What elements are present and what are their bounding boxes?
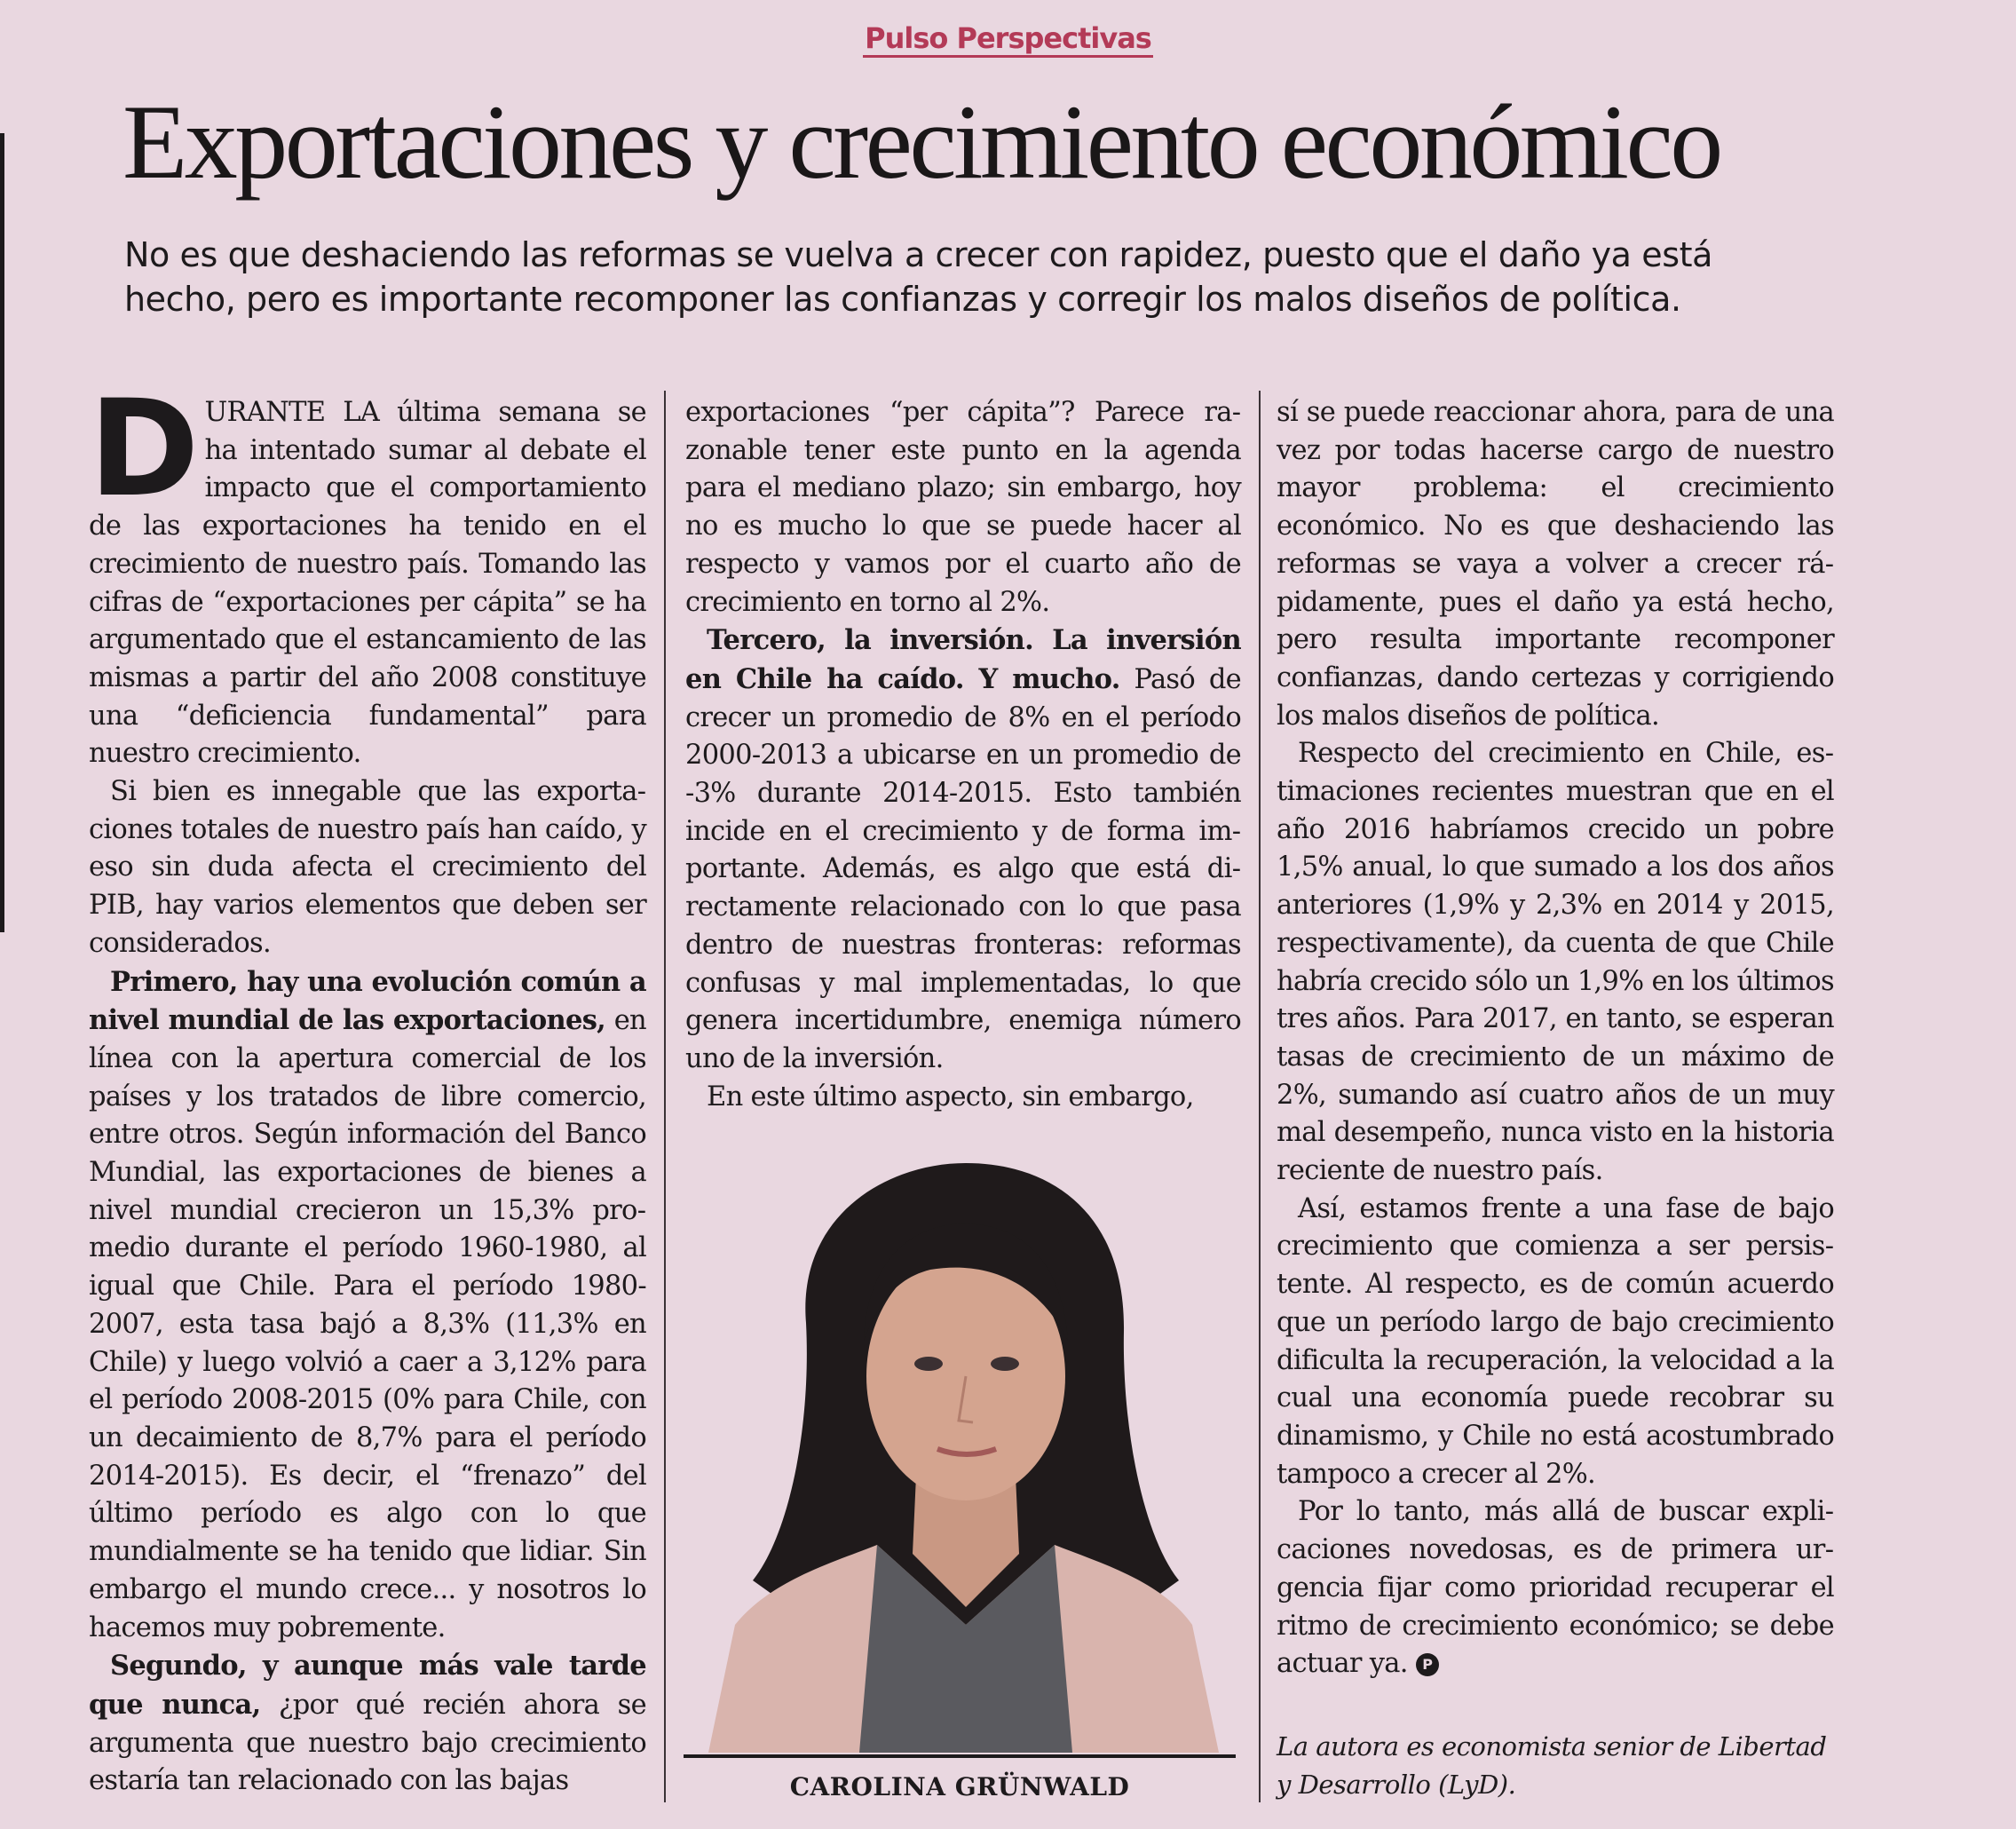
headline: Exportaciones y crecimiento económico bbox=[123, 83, 1720, 201]
article-column-2 bbox=[685, 394, 1241, 1116]
lead-in-bold: Segundo, y aunque más vale tarde que nunca, bbox=[89, 1650, 646, 1721]
column-divider bbox=[664, 391, 666, 1802]
author-note: La autora es economista senior de Libertad y Desarrollo (LyD). bbox=[1277, 1731, 1827, 1800]
page-edge-rule bbox=[0, 133, 4, 932]
paragraph: Tercero, la inversión. La inversión en Chile ha caído. Y mucho. Pasó de crecer un promedio de 8% en el período 2000-2013 a ubicarse en un promedio de -3% durante 2014-2015. Esto también incide en el crecimiento y de forma importante. Además, es algo que está directamente relacionado con lo que pasa dentro de nuestras fronteras: reformas confusas y mal implementadas, lo que genera incertidumbre, enemiga número uno de la inversión. bbox=[685, 624, 1241, 1074]
byline: CAROLINA GRÜNWALD bbox=[789, 1772, 1130, 1801]
lead-in-bold: Primero, hay una evolución común a nivel mundial de las exportaciones, bbox=[89, 965, 646, 1037]
lead-in-bold: Tercero, la inversión. La inversión en Chile ha caído. Y mucho. bbox=[685, 624, 1241, 695]
column-divider bbox=[1259, 391, 1261, 1802]
paragraph: Primero, hay una evolución común a nivel mundial de las exportaciones, en línea con la apertura comercial de los países y los tratados de libre comercio, entre otros. Según información del Banco Mundial, las exportaciones de bienes a nivel mundial crecieron un 15,3% promedio durante el período 1960-1980, al igual que Chile. Para el período 1980-2007, esta tasa bajó a 8,3% (11,3% en Chile) y luego volvió a caer a 3,12% para el período 2008-2015 (0% para Chile, con un decaimiento de 8,7% para el período 2014-2015). Es decir, el “frenazo” del último período es algo con lo que mundialmente se ha tenido que lidiar. Sin embargo el mundo crece... y nosotros lo hacemos muy pobremente. bbox=[89, 965, 646, 1643]
paragraph: En este último aspecto, sin embargo, bbox=[707, 1081, 1194, 1112]
photo-caption-rule bbox=[684, 1754, 1236, 1758]
paragraph: Respecto del crecimiento en Chile, estimaciones recientes muestran que en el año 2016 habríamos crecido un pobre 1,5% anual, lo que sumado a los dos años anteriores (1,9% y 2,3% en 2014 y 2015, respectivamente), da cuenta de que Chile habría crecido sólo un 1,9% en los últimos tres años. Para 2017, en tanto, se esperan tasas de crecimiento de un máximo de 2%, sumando así cuatro años de un muy mal desempeño, nunca visto en la historia reciente de nuestro país. bbox=[1277, 738, 1834, 1187]
paragraph: Segundo, y aunque más vale tarde que nunca, ¿por qué recién ahora se argumenta que nuestro bajo crecimiento estaría tan relacionado con las bajas bbox=[89, 1650, 646, 1797]
paragraph: Si bien es innegable que las exportaciones totales de nuestro país han caído, y eso sin duda afecta el crecimiento del PIB, hay varios elementos que deben ser considerados. bbox=[89, 776, 646, 959]
paragraph: Así, estamos frente a una fase de bajo crecimiento que comienza a ser persistente. Al respecto, es de común acuerdo que un período largo de bajo crecimiento dificulta la recuperación, la velocidad a la cual una economía puede recobrar su dinamismo, y Chile no está acostumbrado tampoco a crecer al 2%. bbox=[1277, 1192, 1834, 1490]
paragraph: Por lo tanto, más allá de buscar explicaciones novedosas, es de primera urgencia fijar como prioridad recuperar el ritmo de crecimiento económico; se debe actuar ya. P bbox=[1277, 1496, 1834, 1680]
article-column-1 bbox=[89, 372, 646, 1801]
section-label: Pulso Perspectivas bbox=[0, 21, 2016, 55]
deck-subheadline: No es que deshaciendo las reformas se vuelva a crecer con rapidez, puesto que el daño ya está hecho, pero es importante recomponer las confianzas y corregir los malos diseños de política. bbox=[124, 235, 1712, 319]
article-column-3 bbox=[1277, 394, 1834, 1683]
end-mark-icon: P bbox=[1416, 1653, 1439, 1676]
paragraph: sí se puede reaccionar ahora, para de una vez por todas hacerse cargo de nuestro mayor problema: el crecimiento económico. No es que deshaciendo las reformas se vaya a volver a crecer rápidamente, pues el daño ya está hecho, pero resulta importante recomponer confianzas, dando certezas y corrigiendo los malos diseños de política. bbox=[1277, 397, 1834, 732]
paragraph: DURANTE LA última semana se ha intentado sumar al debate el impacto que el comportamiento de las exportaciones ha tenido en el crecimiento de nuestro país. Tomando las cifras de “exportaciones per cápita” se ha argumentado que el estancamiento de las mismas a partir del año 2008 constituye una “deficiencia fundamental” para nuestro crecimiento. bbox=[89, 372, 646, 770]
author-photo bbox=[700, 1163, 1225, 1753]
drop-cap: D bbox=[89, 372, 196, 527]
paragraph: exportaciones “per cápita”? Parece razonable tener este punto en la agenda para el mediano plazo; sin embargo, hoy no es mucho lo que se puede hacer al respecto y vamos por el cuarto año de crecimiento en torno al 2%. bbox=[685, 397, 1241, 618]
